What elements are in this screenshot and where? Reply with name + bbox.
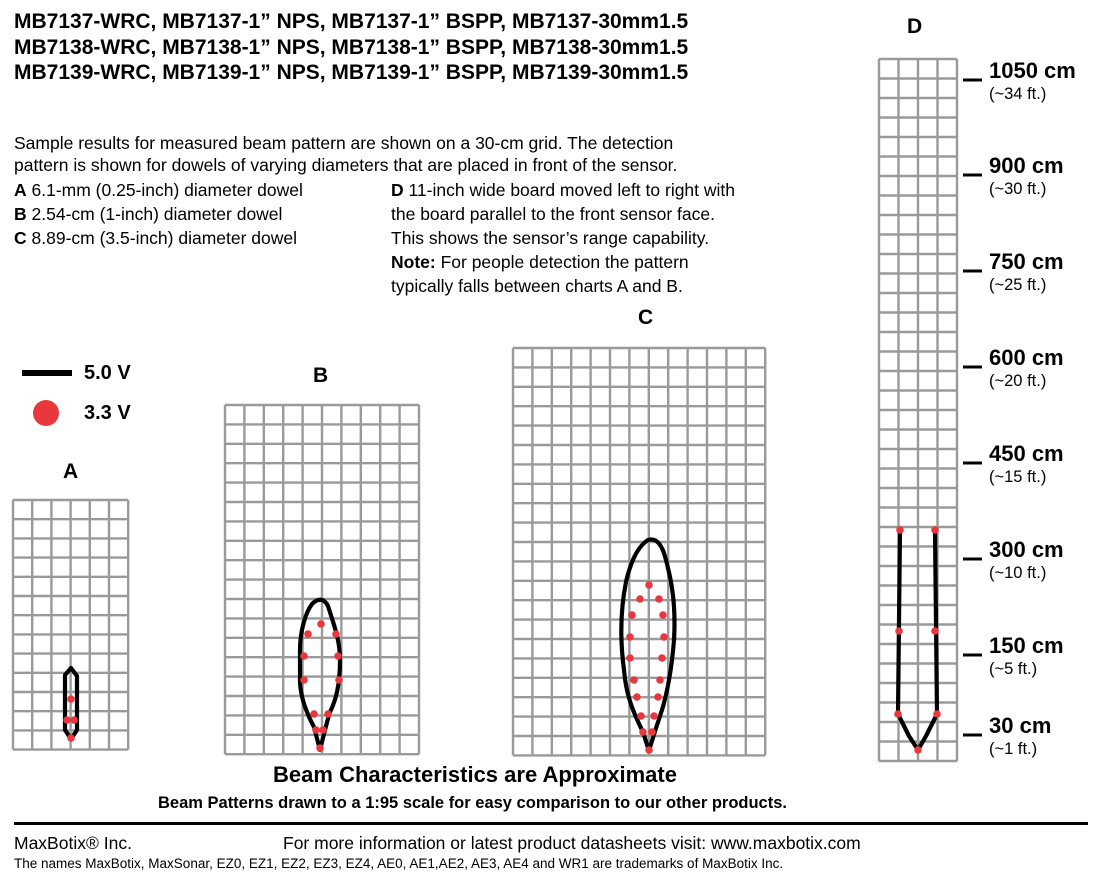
dot-chart-b xyxy=(319,726,327,734)
legend-dot-label: 3.3 V xyxy=(84,402,131,424)
scale-value: 450 cm xyxy=(989,441,1064,466)
beam-subtitle: Beam Patterns drawn to a 1:95 scale for easy comparison to our other products. xyxy=(157,794,787,812)
dot-chart-c xyxy=(630,676,638,684)
dot-chart-c xyxy=(659,611,667,619)
item-b: B 2.54-cm (1-inch) diameter dowel xyxy=(14,204,283,224)
footer-trademarks: The names MaxBotix, MaxSonar, EZ0, EZ1, EZ2, EZ3, EZ4, AE0, AE1,AE2, AE3, AE4 and WR1 are trademarks of MaxBotix Inc. xyxy=(14,856,784,871)
dot-chart-b xyxy=(324,710,332,718)
dot-chart-a xyxy=(63,716,71,724)
dot-chart-d xyxy=(931,627,939,635)
scale-value: 30 cm xyxy=(989,713,1052,738)
title-line-2: MB7138-WRC, MB7138-1” NPS, MB7138-1” BSPP, MB7138-30mm1.5 xyxy=(14,35,689,59)
dot-chart-c xyxy=(650,712,658,720)
chart-label-a: A xyxy=(63,460,79,483)
scale-value: 900 cm xyxy=(989,153,1064,178)
footer-info: For more information or latest product datasheets visit: www.maxbotix.com xyxy=(283,833,861,853)
legend-dot-mark xyxy=(33,400,59,426)
dot-chart-b xyxy=(310,710,318,718)
scale-approx: (~34 ft.) xyxy=(989,85,1047,103)
dot-chart-b xyxy=(312,726,320,734)
dot-chart-c xyxy=(636,595,644,603)
item-a: A 6.1-mm (0.25-inch) diameter dowel xyxy=(14,180,303,200)
dot-chart-a xyxy=(67,695,75,703)
scale-value: 750 cm xyxy=(989,249,1064,274)
scale-value: 150 cm xyxy=(989,633,1064,658)
dot-chart-c xyxy=(633,693,641,701)
item-d-key: D xyxy=(391,180,404,200)
note-label: Note: xyxy=(391,252,436,272)
title-line-1: MB7137-WRC, MB7137-1” NPS, MB7137-1” BSPP, MB7137-30mm1.5 xyxy=(14,10,689,33)
dot-chart-c xyxy=(654,693,662,701)
dot-chart-c xyxy=(637,712,645,720)
dot-chart-c xyxy=(660,633,668,641)
intro-line-2: pattern is shown for dowels of varying diameters that are placed in front of the sensor. xyxy=(14,155,678,175)
footer-divider xyxy=(14,822,1088,825)
dot-chart-b xyxy=(300,652,308,660)
dot-chart-c xyxy=(658,654,666,662)
grid-chart-b xyxy=(225,405,419,754)
note-line-1: For people detection the pattern xyxy=(435,252,689,272)
intro-line-1: Sample results for measured beam pattern are shown on a 30-cm grid. The detection xyxy=(14,133,674,153)
beam-title: Beam Characteristics are Approximate xyxy=(273,762,677,787)
item-d-line-2: the board parallel to the front sensor face. xyxy=(391,204,715,224)
dot-chart-c xyxy=(628,611,636,619)
scale-approx: (~25 ft.) xyxy=(989,276,1047,294)
scale-approx: (~5 ft.) xyxy=(989,660,1038,678)
dot-chart-d xyxy=(896,526,904,534)
dot-chart-d xyxy=(914,746,922,754)
dot-chart-c xyxy=(655,595,663,603)
scale-value: 300 cm xyxy=(989,537,1064,562)
dot-chart-a xyxy=(70,716,78,724)
dot-chart-d xyxy=(895,627,903,635)
dot-chart-d xyxy=(933,710,941,718)
dot-chart-b xyxy=(317,620,325,628)
chart-label-d: D xyxy=(907,15,923,38)
dot-chart-b xyxy=(334,652,342,660)
dot-chart-c xyxy=(656,676,664,684)
chart-label-b: B xyxy=(313,364,329,387)
scale-approx: (~20 ft.) xyxy=(989,372,1047,390)
dot-chart-c xyxy=(645,581,653,589)
item-c: C 8.89-cm (3.5-inch) diameter dowel xyxy=(14,228,298,248)
chart-label-c: C xyxy=(638,306,654,329)
scale-value: 600 cm xyxy=(989,345,1064,370)
dot-chart-b xyxy=(304,630,312,638)
scale-approx: (~10 ft.) xyxy=(989,564,1047,582)
scale-approx: (~15 ft.) xyxy=(989,468,1047,486)
beam-chart-d-left xyxy=(898,530,918,750)
item-d-line-1: 11-inch wide board moved left to right with xyxy=(403,180,736,200)
title-line-3: MB7139-WRC, MB7139-1” NPS, MB7139-1” BSPP, MB7139-30mm1.5 xyxy=(14,61,689,84)
grid-chart-a xyxy=(13,500,128,750)
dot-chart-d xyxy=(894,710,902,718)
dot-chart-b xyxy=(316,744,324,752)
footer-company: MaxBotix® Inc. xyxy=(14,833,132,853)
legend-line-label: 5.0 V xyxy=(84,362,131,384)
item-d-line-3: This shows the sensor’s range capability. xyxy=(391,228,710,248)
dot-chart-a xyxy=(67,734,75,742)
scale-approx: (~30 ft.) xyxy=(989,180,1047,198)
dot-chart-c xyxy=(626,654,634,662)
dot-chart-c xyxy=(626,633,634,641)
dot-chart-b xyxy=(300,676,308,684)
note-line-2: typically falls between charts A and B. xyxy=(391,276,683,296)
dot-chart-c xyxy=(645,746,653,754)
dot-chart-b xyxy=(335,676,343,684)
dot-chart-b xyxy=(332,630,340,638)
dot-chart-c xyxy=(639,728,647,736)
scale-value: 1050 cm xyxy=(989,58,1076,83)
dot-chart-d xyxy=(931,526,939,534)
dot-chart-c xyxy=(648,728,656,736)
grid-chart-d xyxy=(879,59,957,761)
beam-chart-d-right xyxy=(918,530,937,750)
scale-approx: (~1 ft.) xyxy=(989,740,1038,758)
